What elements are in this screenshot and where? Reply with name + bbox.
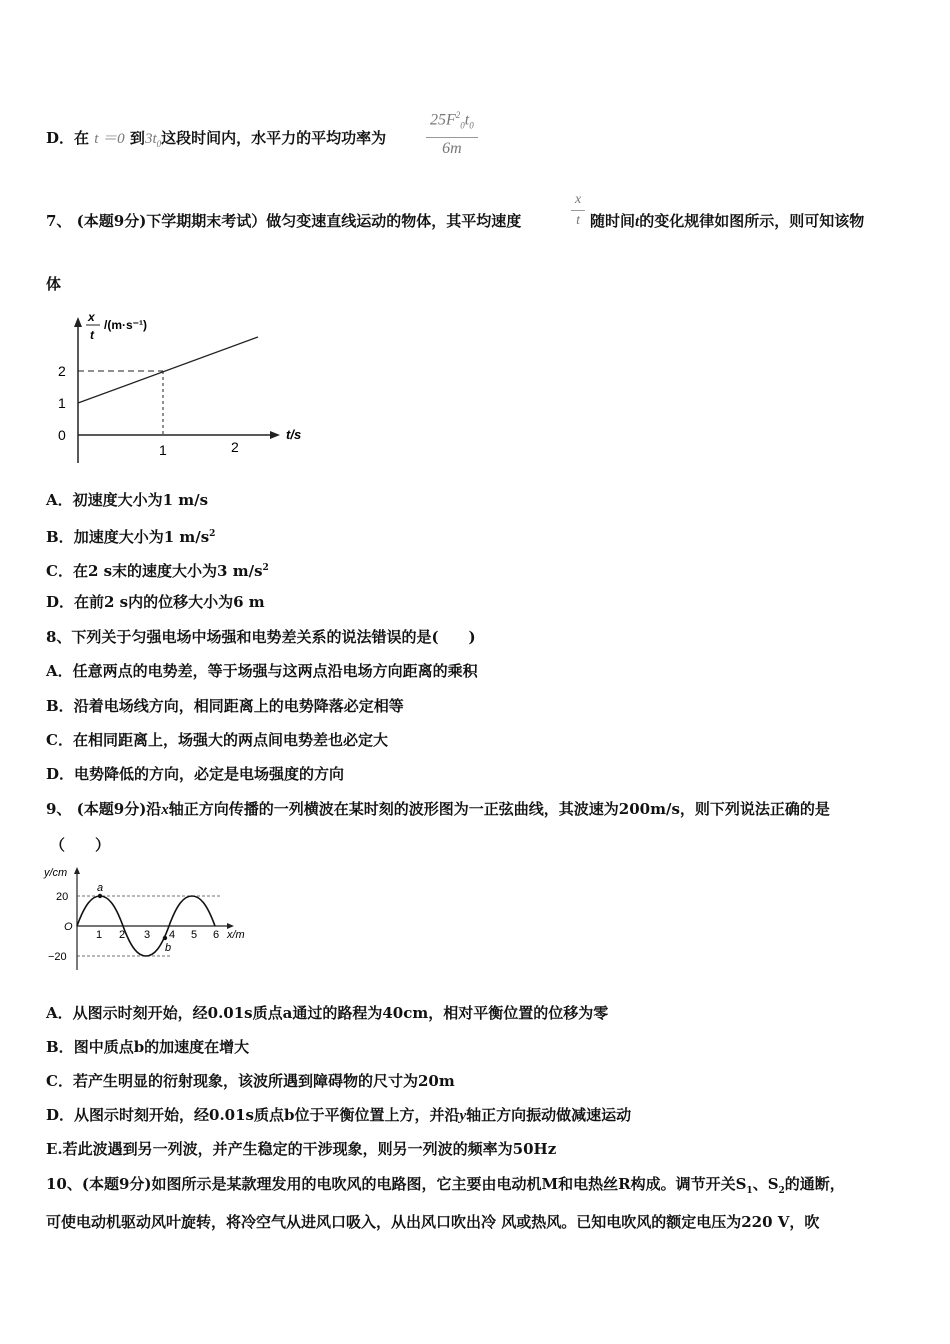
math-3t0: $3t_0$: [144, 131, 162, 149]
q8-option-d: D．电势降低的方向，必定是电场强度的方向: [46, 765, 345, 783]
q9-stem-line2: （ ）: [50, 836, 111, 854]
q6-power-fraction: $\frac{25F^2_0t_0}{6m}$: [426, 104, 478, 160]
q9-option-d: D．从图示时刻开始，经0.01s质点b位于平衡位置上方，并沿y轴正方向振动做减速运动: [46, 1106, 632, 1124]
q7-avg-velocity-fraction: $\frac{x}{t}$: [571, 190, 585, 231]
x-tick-5: 5: [191, 929, 198, 941]
point-b-dot: [163, 936, 167, 940]
y-tick-2: 2: [58, 363, 66, 379]
x-unit: t/s: [286, 427, 302, 442]
x-unit: x/m: [227, 929, 245, 941]
y-tick-neg20: −20: [48, 951, 67, 963]
y-axis-arrow: [74, 867, 80, 874]
q10-stem-line2: 可使电动机驱动风叶旋转，将冷空气从进风口吸入，从出风口吹出冷 风或热风。已知电吹风的额定电压为220 V，吹: [46, 1213, 820, 1231]
q6-option-d: D．在 t ＝0 到$3t_0$这段时间内，水平力的平均功率为: [46, 129, 387, 149]
math-t-equals-zero: t ＝0: [94, 131, 125, 147]
x-tick-6: 6: [213, 929, 220, 941]
x-tick-1: 1: [96, 929, 103, 941]
q7-stem: 7、 (本题9分)下学期期末考试）做匀变速直线运动的物体，其平均速度: [46, 212, 522, 230]
q7-stem-line2: 体: [46, 275, 62, 293]
x-tick-2: 2: [231, 439, 239, 455]
q8-option-c: C．在相同距离上，场强大的两点间电势差也必定大: [46, 731, 388, 749]
y-tick-20: 20: [56, 891, 69, 903]
q7-option-c: C．在2 s末的速度大小为3 $m/s^2$: [46, 562, 269, 580]
x-tick-2: 2: [119, 929, 126, 941]
q8-option-a: A．任意两点的电势差，等于场强与这两点沿电场方向距离的乘积: [46, 662, 478, 680]
y-label-num: x: [88, 310, 95, 324]
point-a-label: a: [97, 882, 104, 894]
y-axis-arrow: [74, 317, 82, 327]
q9-option-e: E.若此波遇到另一列波，并产生稳定的干涉现象，则另一列波的频率为50Hz: [46, 1140, 557, 1158]
q7-stem-continued: 随时间t的变化规律如图所示，则可知该物: [590, 212, 865, 230]
point-a-dot: [98, 894, 102, 898]
vt-line: [78, 337, 258, 403]
y-unit: /(m·s⁻¹): [104, 318, 147, 332]
x-tick-3: 3: [144, 929, 151, 941]
y-unit: y/cm: [44, 867, 68, 879]
q8-option-b: B．沿着电场线方向，相同距离上的电势降落必定相等: [46, 697, 404, 715]
q9-stem: 9、 (本题9分)沿x轴正方向传播的一列横波在某时刻的波形图为一正弦曲线，其波速为200m/s，则下列说法正确的是: [46, 800, 830, 818]
x-axis-arrow: [270, 431, 280, 439]
x-tick-4: 4: [169, 929, 176, 941]
q9-wave-graph: [40, 862, 260, 972]
q7-option-d: D．在前2 s内的位移大小为6 m: [46, 593, 265, 611]
q7-velocity-time-graph: [50, 305, 310, 465]
q8-stem: 8、下列关于匀强电场中场强和电势差关系的说法错误的是( ): [46, 628, 476, 646]
q7-option-b: B．加速度大小为1 $m/s^2$: [46, 528, 216, 546]
origin-label: O: [64, 921, 73, 933]
q9-option-c: C．若产生明显的衍射现象，该波所遇到障碍物的尺寸为20m: [46, 1072, 455, 1090]
point-b-label: b: [165, 942, 172, 954]
y-tick-1: 1: [58, 395, 66, 411]
q7-option-a: A．初速度大小为1 m/s: [46, 491, 209, 509]
q10-stem-line1: 10、(本题9分)如图所示是某款理发用的电吹风的电路图，它主要由电动机M和电热丝R构成。调节开关$S_1$、$S_2$的通断，: [46, 1175, 845, 1196]
y-tick-0: 0: [58, 427, 66, 443]
x-tick-1: 1: [159, 442, 167, 458]
q9-option-b: B．图中质点b的加速度在增大: [46, 1038, 250, 1056]
y-label-den: t: [90, 328, 94, 342]
q9-option-a: A．从图示时刻开始，经0.01s质点a通过的路程为40cm，相对平衡位置的位移为零: [46, 1004, 609, 1022]
